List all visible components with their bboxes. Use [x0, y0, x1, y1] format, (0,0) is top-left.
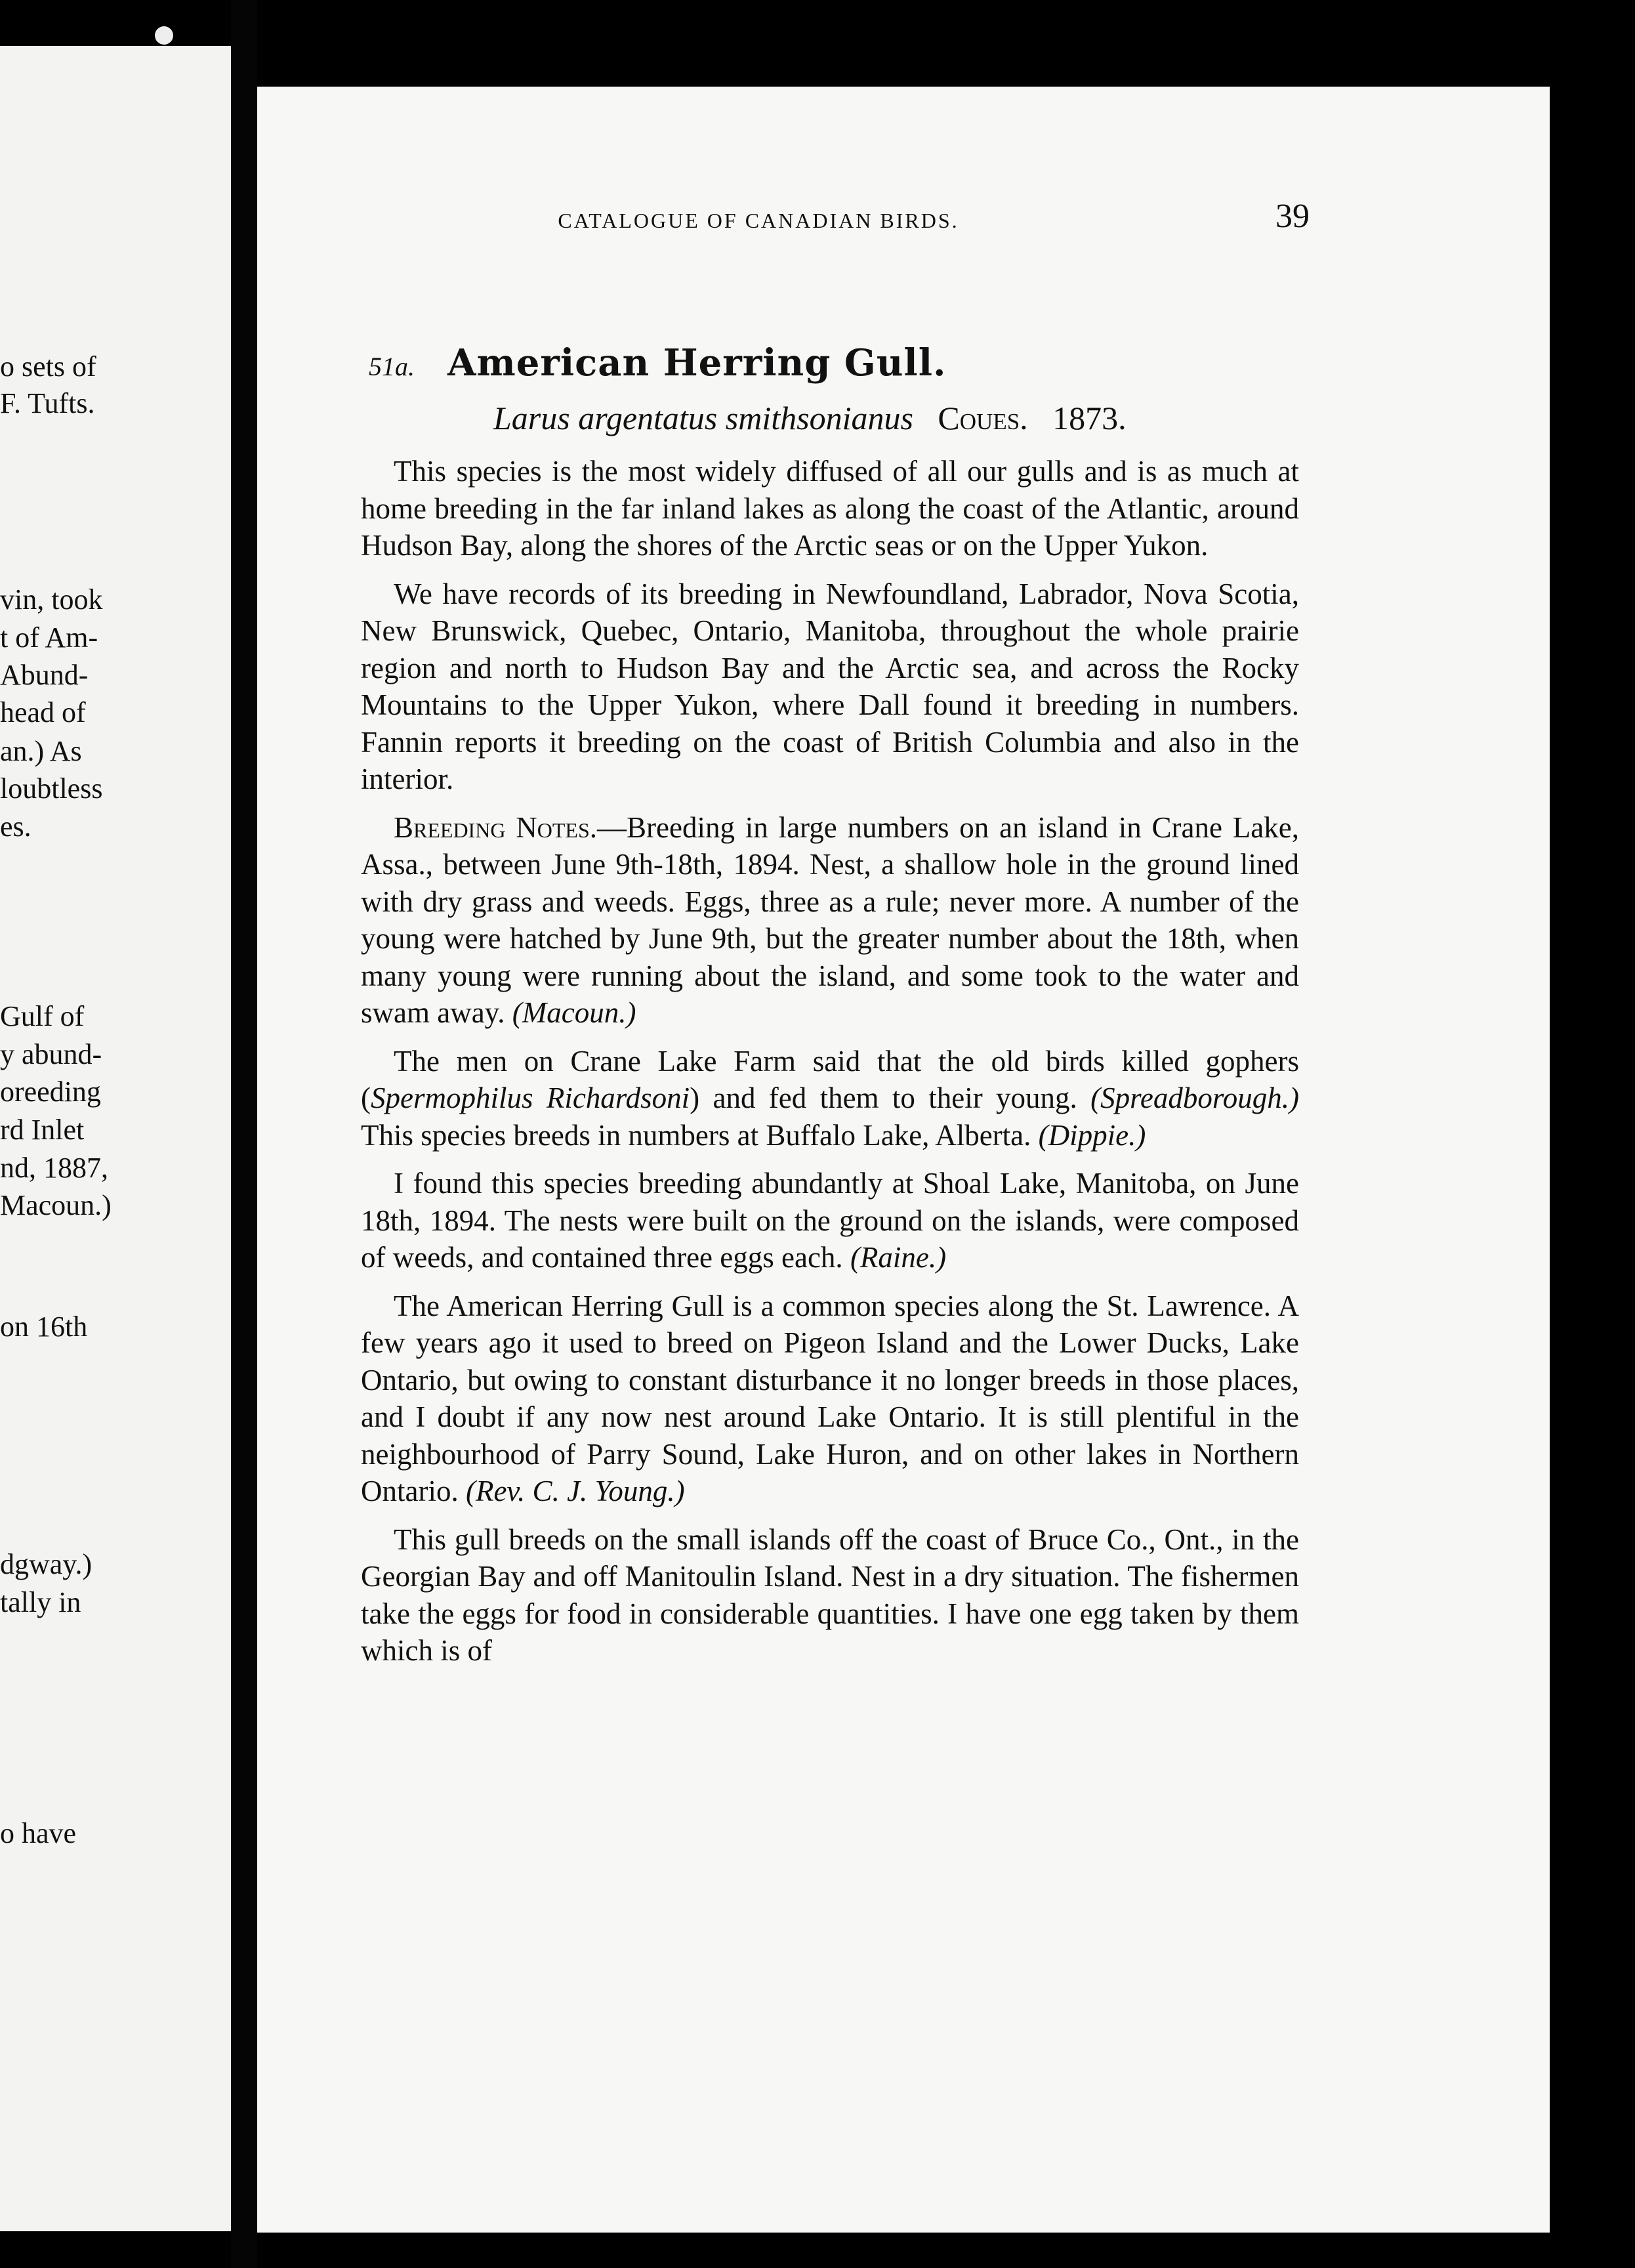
citation: (Rev. C. J. Young.) — [465, 1475, 685, 1507]
scientific-name-line — [493, 399, 1127, 437]
left-text-fragment: head of — [0, 696, 86, 728]
paragraph-distribution: This species is the most widely diffused of all our gulls and is as much at home breeding in the far inland lakes as along the coast of the Atlantic, around Hudson Bay, along the shores of the Arctic seas or on the Upper Yukon. — [361, 455, 1299, 562]
left-text-fragment: oreeding — [0, 1076, 101, 1108]
book-gutter — [231, 0, 257, 2268]
left-text-fragment: Gulf of — [0, 1000, 85, 1032]
paragraph-text: I found this species breeding abundantly at Shoal Lake, Manitoba, on June 18th, 1894. The nests were built on the ground on the islands, were composed of weeds, and contained three eggs each. — [361, 1167, 1299, 1274]
left-text-fragment: y abund- — [0, 1038, 102, 1070]
left-text-fragment: es. — [0, 810, 31, 843]
scan-mark — [155, 26, 173, 45]
species-number: 51a. — [369, 352, 415, 381]
left-text-fragment: t of Am- — [0, 621, 98, 654]
paragraph-text: ) and fed them to their young. — [690, 1082, 1077, 1114]
paragraph-crane-lake — [361, 1043, 1299, 1154]
breeding-notes-label: Breeding Notes. — [394, 810, 597, 844]
paragraph-text: This species breeds in numbers at Buffalo Lake, Alberta. — [361, 1118, 1031, 1152]
species-common-name: American Herring Gull. — [447, 341, 947, 385]
left-text-fragment: tally in — [0, 1586, 81, 1618]
left-text-fragment: o have — [0, 1817, 77, 1849]
citation: (Macoun.) — [512, 996, 636, 1029]
left-text-fragment: on 16th — [0, 1311, 88, 1343]
left-text-fragment: Abund- — [0, 659, 89, 691]
scientific-name: Larus argentatus smithsonianus — [493, 400, 913, 436]
left-text-fragment: F. Tufts. — [0, 387, 95, 419]
left-text-fragment: rd Inlet — [0, 1114, 85, 1146]
paragraph-georgian-bay: This gull breeds on the small islands off the coast of Bruce Co., Ont., in the Georgian Bay and off Manitoulin Island. Nest in a dry situation. The fishermen take the eggs for food in considerable quantities. I have one egg taken by them which is of — [361, 1522, 1299, 1667]
left-text-fragment: o sets of — [0, 350, 96, 383]
citation: (Spreadborough.) — [1090, 1082, 1299, 1114]
breeding-notes-text: —Breeding in large numbers on an island in Crane Lake, Assa., between June 9th-18th, 1894. Nest, a shallow hole in the ground lined with dry grass and weeds. Eggs, three as a rule; never more. A number of the young were hatched by June 9th, but the greater number about the 18th, when many young were running about the island, and some took to the water and swam away. — [361, 810, 1299, 1029]
paragraph-breeding-notes — [361, 809, 1299, 1032]
left-page-fragment — [0, 46, 231, 2231]
paragraph-text: The men on Crane Lake Farm said that the old birds killed gophers ( — [361, 1044, 1299, 1114]
left-text-fragment: vin, took — [0, 583, 103, 616]
paragraph-shoal-lake — [361, 1165, 1299, 1276]
left-text-fragment: dgway.) — [0, 1548, 93, 1580]
page-number: 39 — [1275, 198, 1310, 235]
left-text-fragment: nd, 1887, — [0, 1152, 108, 1184]
citation: (Raine.) — [850, 1241, 947, 1274]
left-text-fragment: loubtless — [0, 772, 103, 805]
paragraph-text: The American Herring Gull is a common species along the St. Lawrence. A few years ago it used to breed on Pigeon Island and the Lower Ducks, Lake Ontario, but owing to constant disturbance it no longer breeds in those places, and I doubt if any now nest around Lake Ontario. It is still plentiful in the neighbourhood of Parry Sound, Lake Huron, and on other lakes in Northern Ontario. — [361, 1289, 1299, 1507]
paragraph-st-lawrence — [361, 1288, 1299, 1510]
body-text — [361, 453, 1299, 1681]
citation: (Dippie.) — [1038, 1118, 1146, 1152]
species-reference: Spermophilus Richardsoni — [371, 1082, 690, 1114]
running-header: CATALOGUE OF CANADIAN BIRDS. — [558, 209, 959, 232]
left-text-fragment: an.) As — [0, 735, 82, 767]
left-text-fragment: Macoun.) — [0, 1189, 112, 1221]
authority: Coues. — [938, 400, 1028, 436]
paragraph-breeding-records: We have records of its breeding in Newfoundland, Labrador, Nova Scotia, New Brunswick, Quebec, Ontario, Manitoba, throughout the whole prairie region and north to Hudson Bay and the Arctic sea, and across the Rocky Mountains to the Upper Yukon, where Dall found it breeding in numbers. Fannin reports it breeding on the coast of British Columbia and also in the interior. — [361, 577, 1299, 795]
year: 1873. — [1052, 400, 1127, 436]
species-heading — [369, 341, 946, 385]
